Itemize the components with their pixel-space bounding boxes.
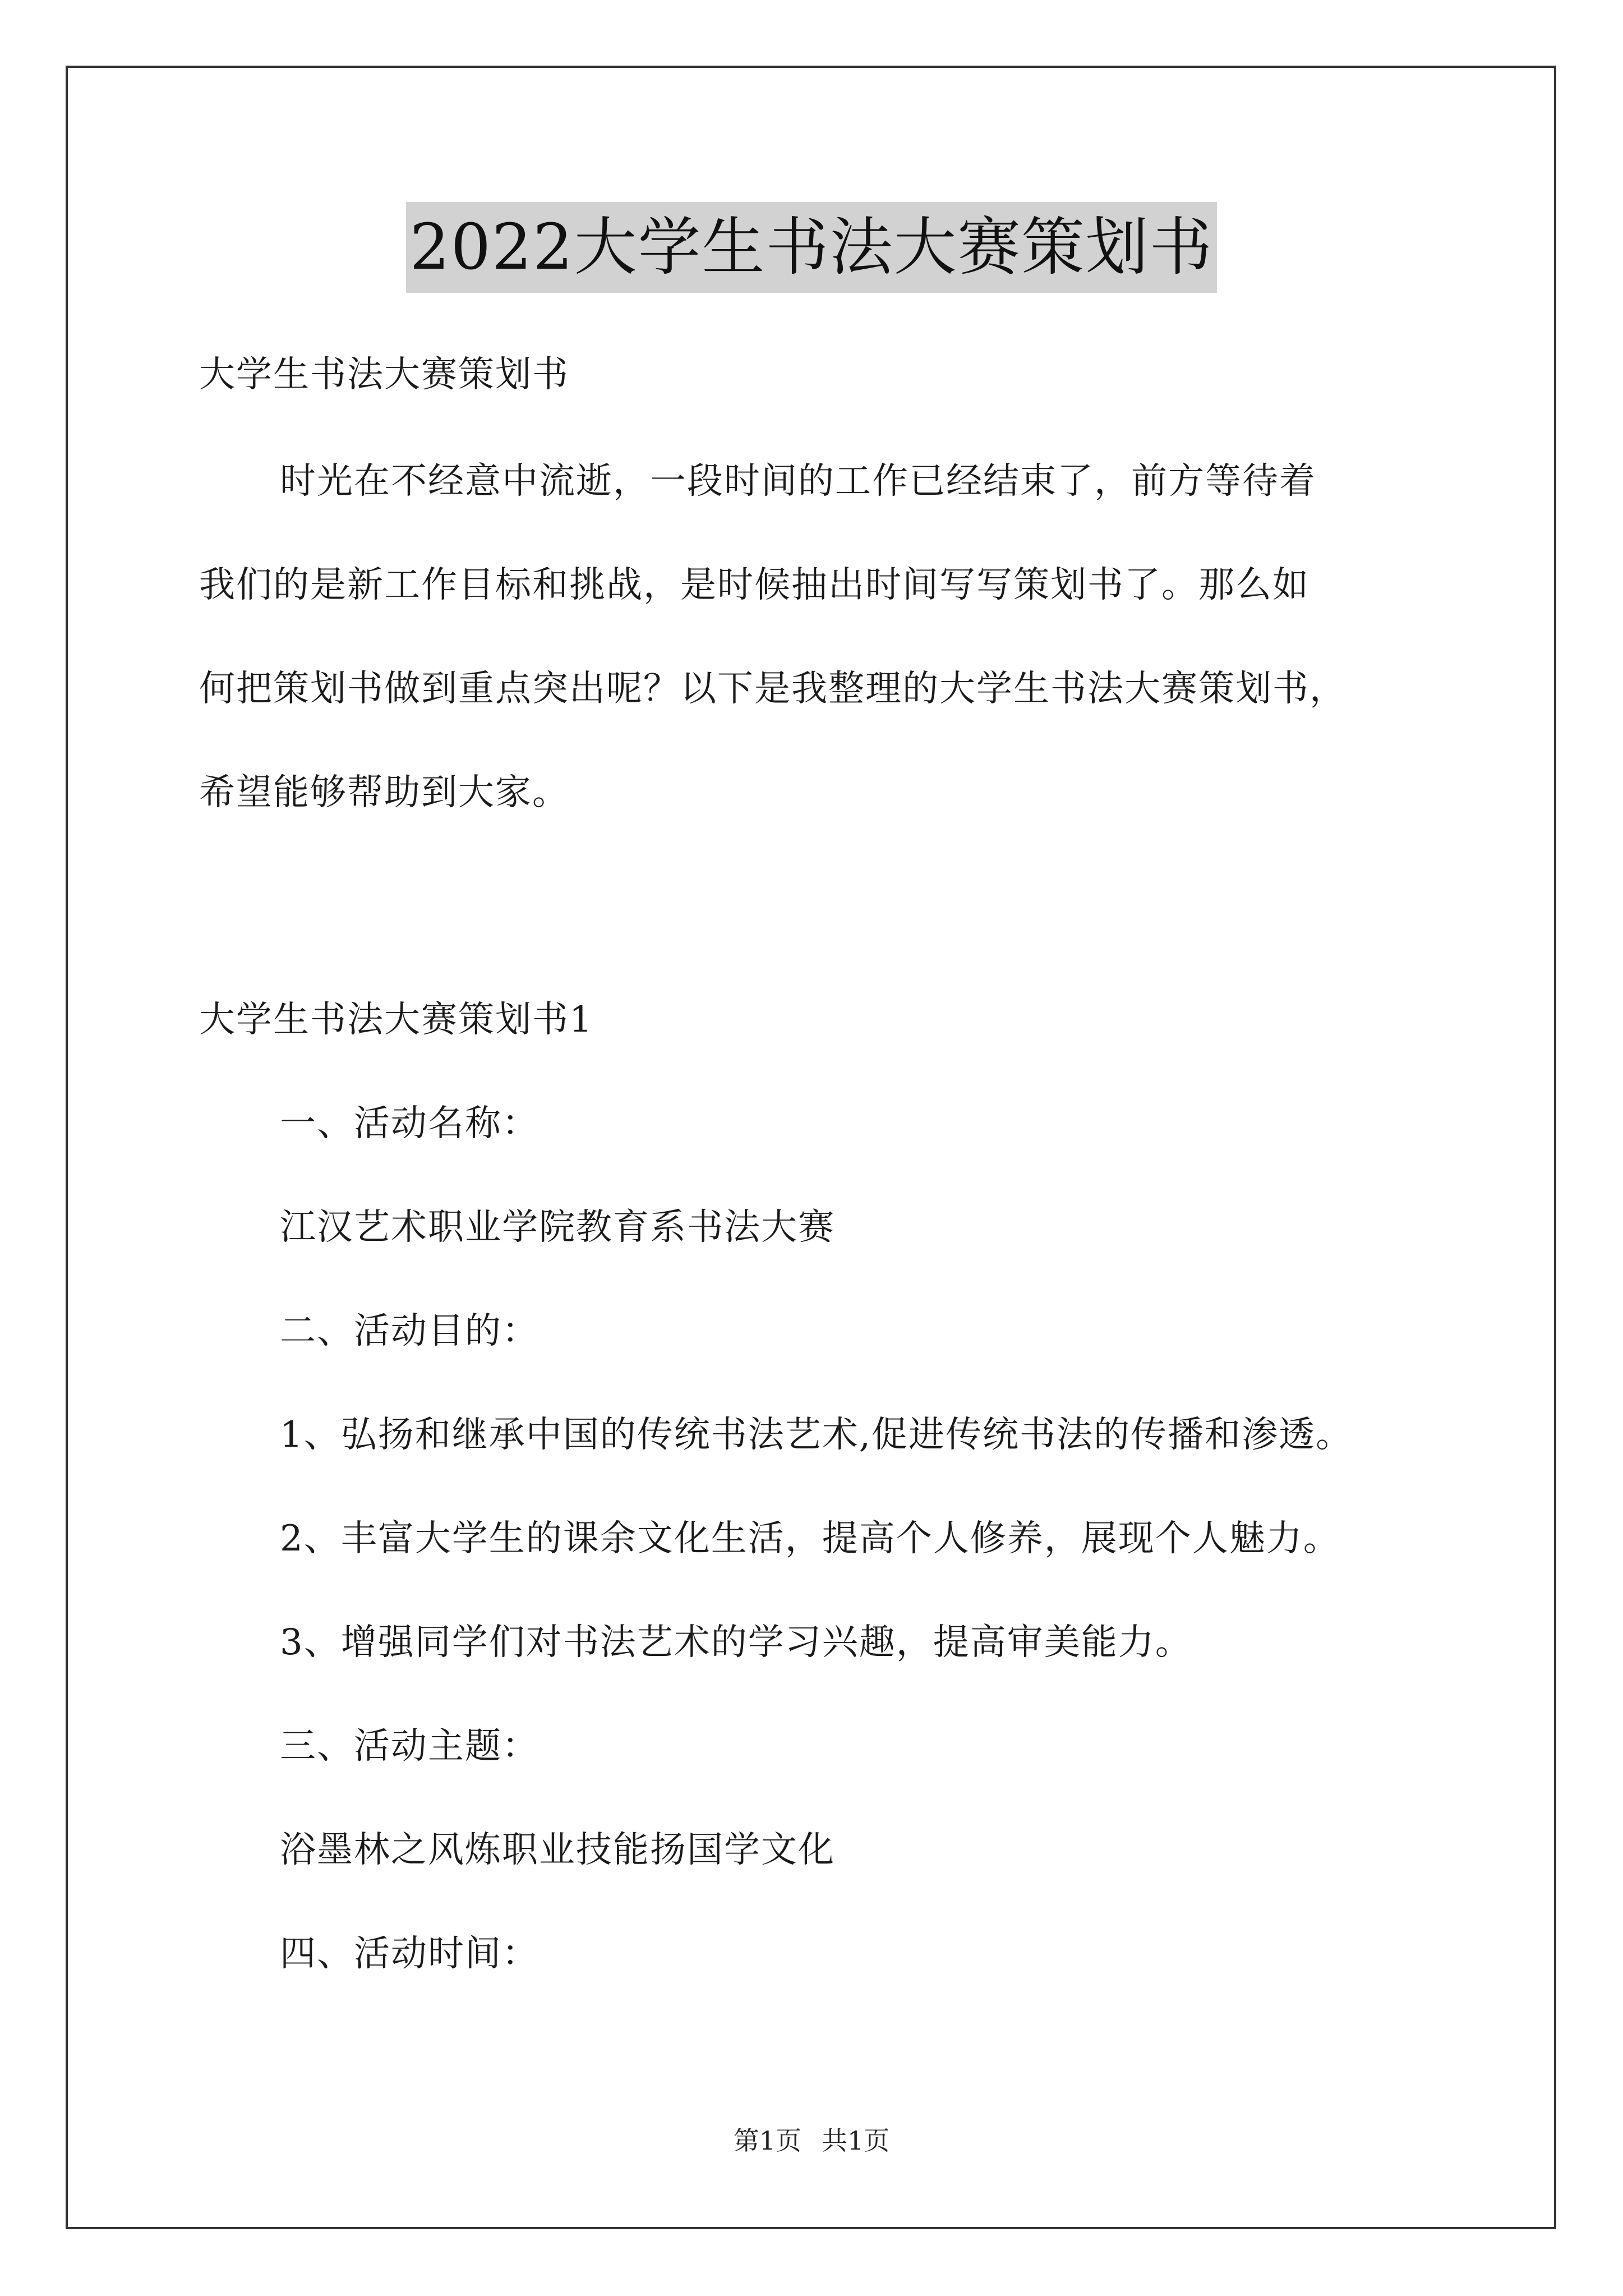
paragraph-line: 江汉艺术职业学院教育系书法大赛 bbox=[280, 1207, 835, 1248]
subtitle-line: 大学生书法大赛策划书 bbox=[199, 354, 569, 395]
section-heading: 大学生书法大赛策划书1 bbox=[199, 999, 593, 1041]
list-heading: 四、活动时间： bbox=[280, 1933, 539, 1975]
list-item: 3、增强同学们对书法艺术的学习兴趣，提高审美能力。 bbox=[280, 1622, 1192, 1663]
list-heading: 一、活动名称： bbox=[280, 1103, 539, 1144]
page-number: 第1页 bbox=[733, 2125, 801, 2156]
paragraph-line: 我们的是新工作目标和挑战，是时候抽出时间写写策划书了。那么如 bbox=[199, 564, 1310, 606]
paragraph-line: 何把策划书做到重点突出呢？以下是我整理的大学生书法大赛策划书， bbox=[199, 668, 1347, 710]
document-title: 2022大学生书法大赛策划书 bbox=[406, 202, 1216, 293]
list-heading: 二、活动目的： bbox=[280, 1310, 539, 1352]
list-item: 2、丰富大学生的课余文化生活，提高个人修养，展现个人魅力。 bbox=[280, 1518, 1340, 1559]
paragraph-line: 浴墨林之风炼职业技能扬国学文化 bbox=[280, 1829, 835, 1871]
paragraph-line: 时光在不经意中流逝，一段时间的工作已经结束了，前方等待着 bbox=[280, 461, 1316, 502]
paragraph-line: 希望能够帮助到大家。 bbox=[199, 772, 569, 813]
page-total: 共1页 bbox=[822, 2125, 890, 2156]
list-item: 1、弘扬和继承中国的传统书法艺术,促进传统书法的传播和渗透。 bbox=[280, 1414, 1353, 1456]
title-wrap bbox=[0, 202, 1623, 293]
list-heading: 三、活动主题： bbox=[280, 1726, 539, 1767]
page-footer bbox=[0, 2125, 1623, 2156]
